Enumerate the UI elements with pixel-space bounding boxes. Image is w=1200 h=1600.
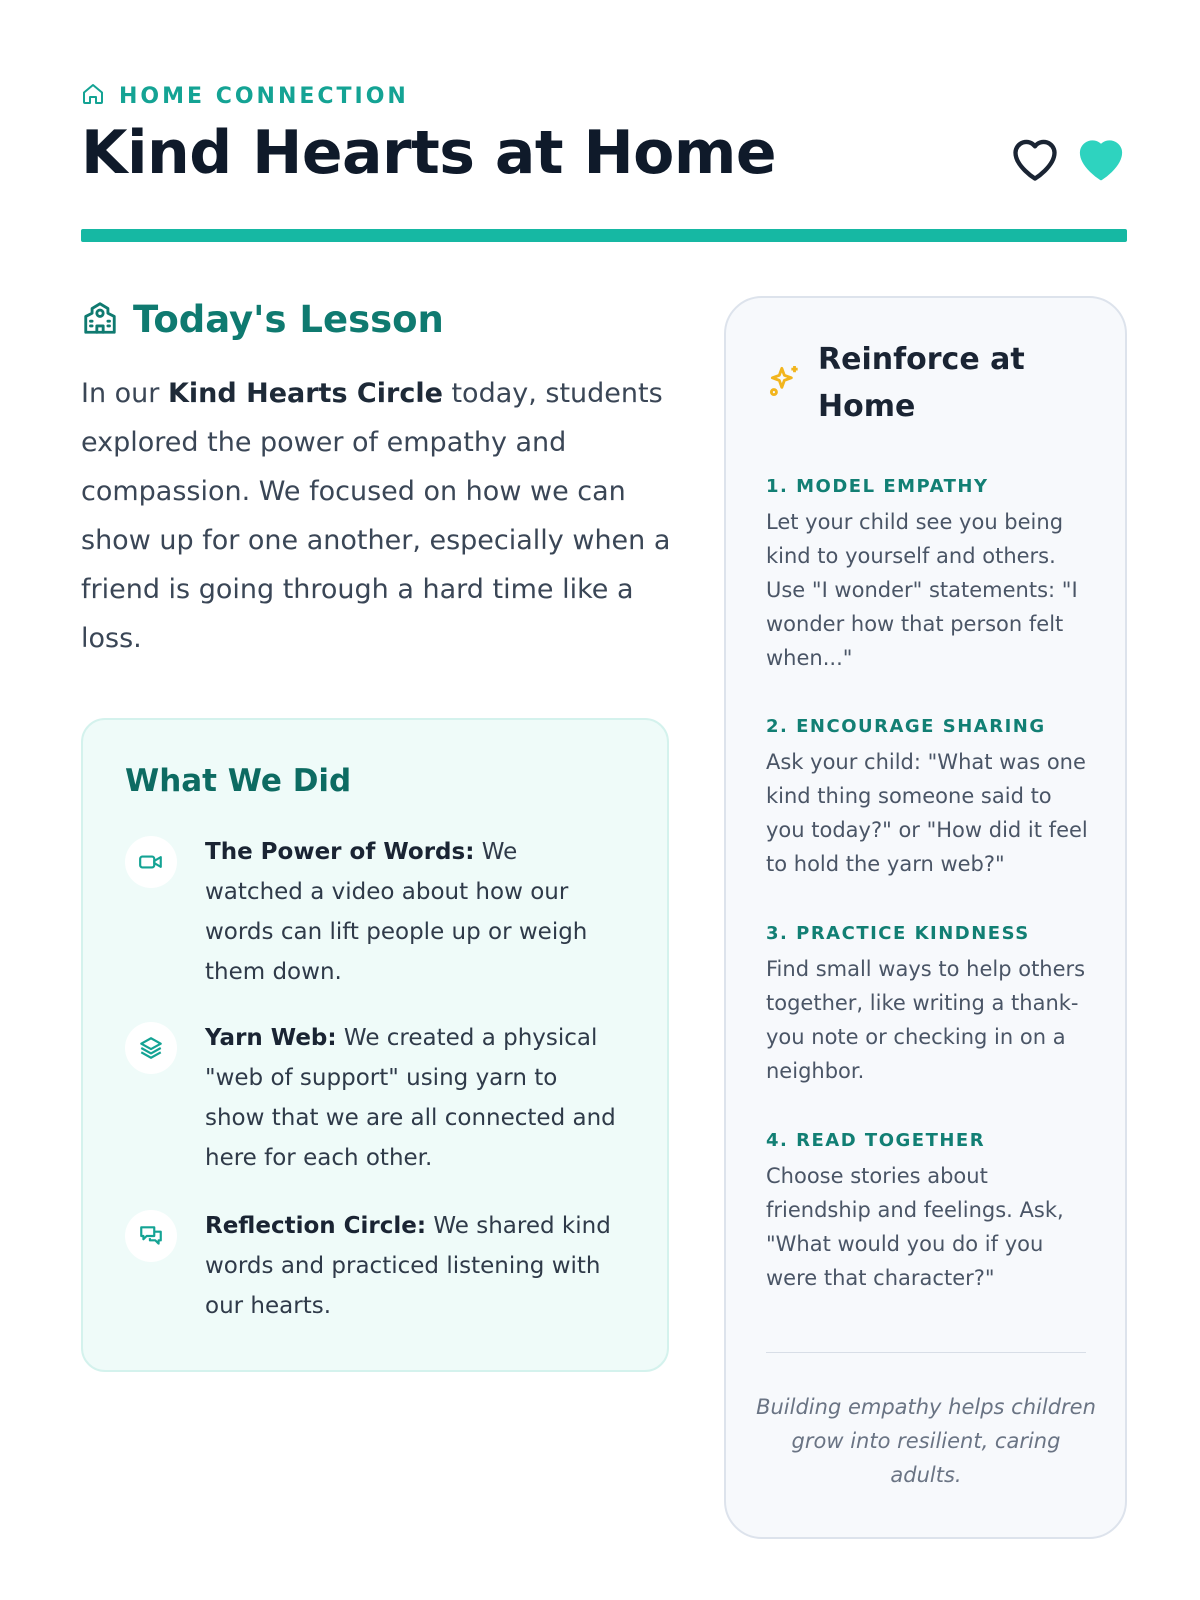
what-we-did-card xyxy=(81,718,669,1372)
step-text: Ask your child: "What was one kind thing someone said to you today?" or "How did it feel to hold the yarn web?" xyxy=(766,750,1088,876)
list-item-text xyxy=(205,832,619,992)
list-item-title: Reflection Circle: xyxy=(205,1213,427,1239)
list-item xyxy=(125,832,619,992)
home-icon xyxy=(81,82,105,110)
sparkles-icon xyxy=(766,362,804,404)
step-text: Choose stories about friendship and feelings. Ask, "What would you do if you were that character?" xyxy=(766,1164,1064,1290)
list-item-body: We watched a video about how our words can lift people up or weigh them down. xyxy=(205,839,588,985)
lesson-text-part: In our xyxy=(81,378,168,409)
step-text: Let your child see you being kind to yourself and others. Use "I wonder" statements: "I wonder how that person felt when..." xyxy=(766,510,1078,670)
reinforce-step xyxy=(766,716,1096,881)
closing-quote: Building empathy helps children grow into resilient, caring adults. xyxy=(756,1395,1096,1487)
list-item-text xyxy=(205,1018,619,1178)
step-title: 3. PRACTICE KINDNESS xyxy=(766,923,1030,944)
list-item-title: The Power of Words: xyxy=(205,839,475,865)
lesson-text-part: today, students explored the power of empathy and compassion. We focused on how we can show up for one another, especially when a friend is going through a hard time like a loss. xyxy=(81,378,671,654)
step-text: Find small ways to help others together, like writing a thank-you note or checking in on a neighbor. xyxy=(766,957,1086,1083)
lesson-text xyxy=(81,369,681,663)
chat-icon xyxy=(125,1210,177,1262)
reinforce-step xyxy=(766,476,1096,675)
school-icon xyxy=(81,299,119,341)
eyebrow xyxy=(81,82,409,110)
hearts-group xyxy=(1009,134,1127,186)
list-item xyxy=(125,1206,619,1326)
list-item-title: Yarn Web: xyxy=(205,1025,337,1051)
list-item-body: We created a physical "web of support" using yarn to show that we are all connected and here for each other. xyxy=(205,1025,616,1171)
divider xyxy=(766,1352,1086,1353)
reinforce-heading xyxy=(766,336,1038,430)
eyebrow-label: HOME CONNECTION xyxy=(119,83,409,109)
lesson-text-bold: Kind Hearts Circle xyxy=(167,378,443,409)
reinforce-step xyxy=(766,923,1096,1088)
what-we-did-heading: What We Did xyxy=(125,763,352,799)
step-title: 4. READ TOGETHER xyxy=(766,1130,986,1151)
home-connection-page xyxy=(81,0,1127,1600)
lesson-heading-text: Today's Lesson xyxy=(133,298,444,341)
step-title: 2. ENCOURAGE SHARING xyxy=(766,716,1046,737)
layers-icon xyxy=(125,1022,177,1074)
heart-filled-icon xyxy=(1075,134,1127,186)
video-icon xyxy=(125,836,177,888)
list-item-body: We shared kind words and practiced listening with our hearts. xyxy=(205,1213,611,1319)
page-title: Kind Hearts at Home xyxy=(81,118,777,188)
reinforce-step xyxy=(766,1130,1096,1295)
list-item xyxy=(125,1018,619,1178)
header-rule xyxy=(81,229,1127,242)
step-title: 1. MODEL EMPATHY xyxy=(766,476,989,497)
reinforce-card xyxy=(724,296,1127,1539)
reinforce-heading-text: Reinforce at Home xyxy=(818,342,1025,424)
list-item-text xyxy=(205,1206,619,1326)
lesson-heading xyxy=(81,298,444,341)
heart-outline-icon xyxy=(1009,134,1061,186)
